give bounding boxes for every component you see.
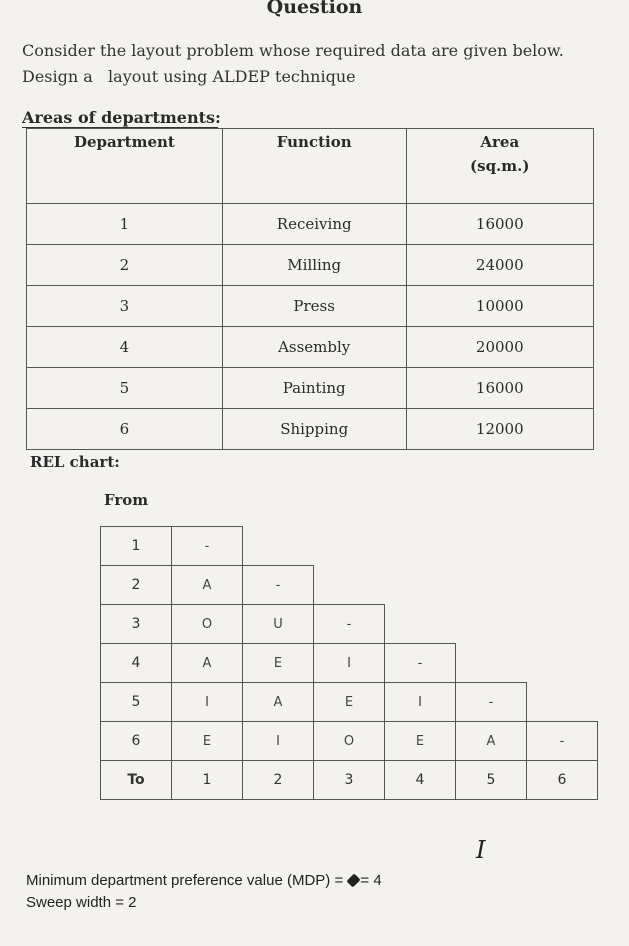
header-department: Department (27, 129, 223, 204)
function-cell: Assembly (222, 327, 406, 368)
rel-cell: - (526, 721, 598, 761)
rel-row-header: 5 (100, 682, 172, 722)
rel-cell: I (171, 682, 243, 722)
area-cell: 20000 (406, 327, 593, 368)
rel-cell: E (313, 682, 385, 722)
department-cell: 2 (27, 245, 223, 286)
area-cell: 16000 (406, 368, 593, 409)
rel-row-header: 3 (100, 604, 172, 644)
rel-chart-heading: REL chart: (30, 453, 120, 471)
rel-col-header: 2 (242, 760, 314, 800)
intro-line-2: Design a layout using ALDEP technique (22, 67, 356, 86)
function-cell: Receiving (222, 204, 406, 245)
areas-table (26, 128, 594, 450)
header-area-label: Area (480, 133, 520, 151)
function-cell: Shipping (222, 409, 406, 450)
rel-cell: O (171, 604, 243, 644)
areas-row (27, 409, 594, 450)
rel-col-header: 3 (313, 760, 385, 800)
department-cell: 3 (27, 286, 223, 327)
areas-heading: Areas of departments: (22, 108, 221, 127)
header-area-unit: (sq.m.) (470, 157, 530, 175)
function-cell: Painting (222, 368, 406, 409)
rel-chart-from-label: From (104, 491, 149, 509)
function-cell: Press (222, 286, 406, 327)
rel-col-header: 1 (171, 760, 243, 800)
area-cell: 12000 (406, 409, 593, 450)
rel-cell: A (242, 682, 314, 722)
problem-statement (22, 38, 564, 90)
rel-cell: I (242, 721, 314, 761)
department-cell: 4 (27, 327, 223, 368)
department-cell: 1 (27, 204, 223, 245)
rel-row-header: 1 (100, 526, 172, 566)
rel-cell: E (242, 643, 314, 683)
mdp-value: = 4 (360, 872, 382, 889)
header-area (406, 129, 593, 204)
rel-cell: - (171, 526, 243, 566)
area-cell: 16000 (406, 204, 593, 245)
rel-col-header: 5 (455, 760, 527, 800)
areas-row (27, 368, 594, 409)
rel-row-header: 2 (100, 565, 172, 605)
department-cell: 5 (27, 368, 223, 409)
scribble-mark (347, 873, 361, 887)
rel-cell: A (455, 721, 527, 761)
department-cell: 6 (27, 409, 223, 450)
areas-row (27, 286, 594, 327)
mdp-line (26, 872, 382, 889)
mdp-text: Minimum department preference value (MDP) = (26, 872, 344, 889)
rel-cell: E (384, 721, 456, 761)
function-cell: Milling (222, 245, 406, 286)
rel-cell: A (171, 643, 243, 683)
rel-cell: - (242, 565, 314, 605)
areas-row (27, 327, 594, 368)
rel-cell: A (171, 565, 243, 605)
rel-col-header: 4 (384, 760, 456, 800)
rel-cell: E (171, 721, 243, 761)
rel-cell: I (313, 643, 385, 683)
rel-to-label: To (100, 760, 172, 800)
rel-row-header: 4 (100, 643, 172, 683)
sweep-width: Sweep width = 2 (26, 894, 137, 911)
rel-cell: - (313, 604, 385, 644)
rel-row-header: 6 (100, 721, 172, 761)
area-cell: 10000 (406, 286, 593, 327)
rel-col-header: 6 (526, 760, 598, 800)
rel-cell: O (313, 721, 385, 761)
rel-cell: U (242, 604, 314, 644)
area-cell: 24000 (406, 245, 593, 286)
handwritten-correction: I (476, 836, 486, 864)
rel-cell: I (384, 682, 456, 722)
areas-header-row (27, 129, 594, 204)
areas-row (27, 245, 594, 286)
areas-row (27, 204, 594, 245)
rel-cell: - (455, 682, 527, 722)
question-title: Question (266, 0, 363, 18)
rel-cell: - (384, 643, 456, 683)
header-function: Function (222, 129, 406, 204)
intro-line-1: Consider the layout problem whose required data are given below. (22, 41, 564, 60)
